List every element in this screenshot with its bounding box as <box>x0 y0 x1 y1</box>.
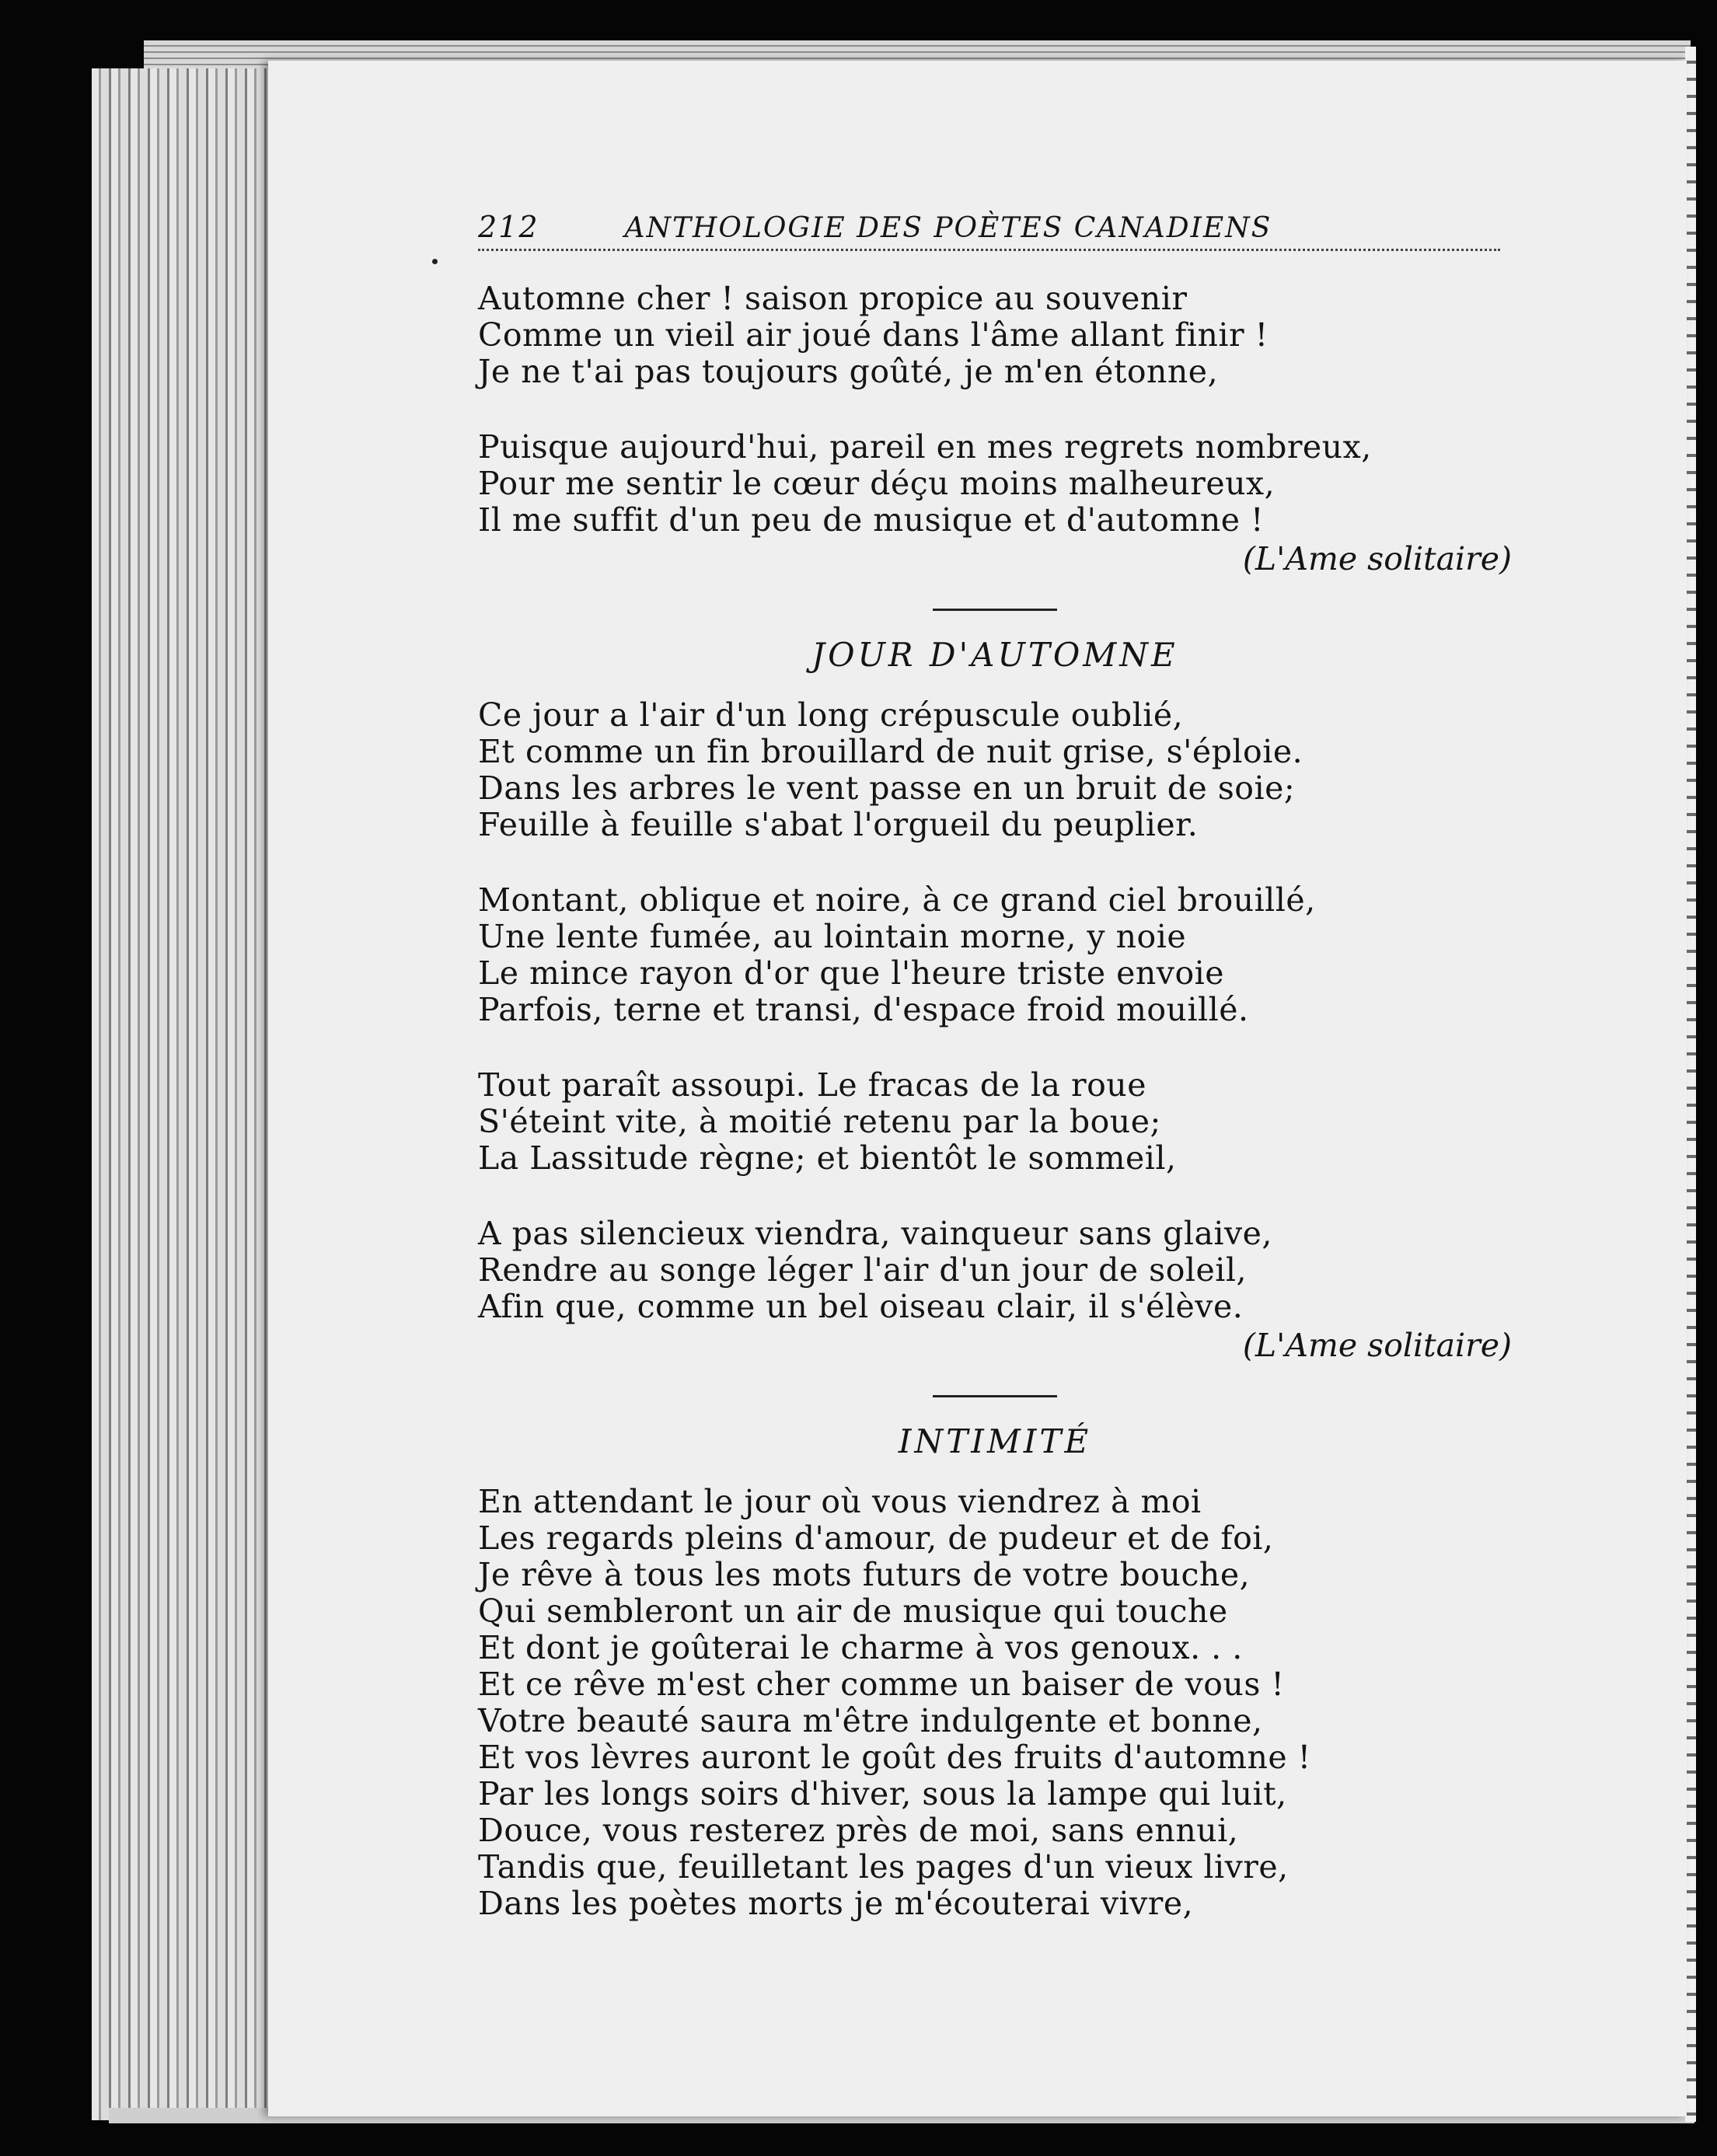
verse-line: Puisque aujourd'hui, pareil en mes regrets nombreux, <box>478 428 1372 466</box>
running-head <box>478 210 1500 251</box>
verse-line: Rendre au songe léger l'air d'un jour de soleil, <box>478 1251 1248 1289</box>
verse-line: Comme un vieil air joué dans l'âme allant finir ! <box>478 316 1269 354</box>
verse-line: Feuille à feuille s'abat l'orgueil du peuplier. <box>478 806 1199 843</box>
verse-line: Dans les poètes morts je m'écouterai vivre, <box>478 1885 1194 1922</box>
verse-line: Tandis que, feuilletant les pages d'un vieux livre, <box>478 1848 1289 1886</box>
stanza <box>478 429 1512 539</box>
stanza <box>478 882 1512 1028</box>
poem-continuation <box>478 281 1512 577</box>
verse-line: A pas silencieux viendra, vainqueur sans glaive, <box>478 1215 1272 1252</box>
verse-line: Tout paraît assoupi. Le fracas de la roue <box>478 1066 1146 1104</box>
verse-line: Par les longs soirs d'hiver, sous la lampe qui luit, <box>478 1775 1287 1812</box>
page-edge-right <box>1685 47 1696 2122</box>
verse-line: Pour me sentir le cœur déçu moins malheureux, <box>478 465 1276 502</box>
poem-title: INTIMITÉ <box>898 1422 1092 1460</box>
running-title: ANTHOLOGIE DES POÈTES CANADIENS <box>624 212 1272 244</box>
page-content <box>478 210 1512 1922</box>
verse-line: Qui sembleront un air de musique qui touche <box>478 1593 1228 1630</box>
stanza <box>478 1216 1512 1325</box>
verse-line: Montant, oblique et noire, à ce grand ciel brouillé, <box>478 881 1316 919</box>
poem-jour-d-automne <box>478 636 1512 1364</box>
verse-line: Et dont je goûterai le charme à vos genoux. . . <box>478 1629 1243 1666</box>
verse-line: Il me suffit d'un peu de musique et d'automne ! <box>478 501 1265 539</box>
verse-line: Et ce rêve m'est cher comme un baiser de vous ! <box>478 1666 1285 1703</box>
verse-line: La Lassitude règne; et bientôt le sommeil, <box>478 1139 1177 1177</box>
verse-line: Afin que, comme un bel oiseau clair, il s'élève. <box>478 1288 1244 1325</box>
verse-line: Le mince rayon d'or que l'heure triste envoie <box>478 954 1225 992</box>
verse-line: Je ne t'ai pas toujours goûté, je m'en étonne, <box>478 353 1219 390</box>
verse-line: Parfois, terne et transi, d'espace froid mouillé. <box>478 991 1249 1028</box>
verse-line: Automne cher ! saison propice au souvenir <box>478 280 1188 317</box>
poem-source: (L'Ame solitaire) <box>1242 540 1512 577</box>
poem-source: (L'Ame solitaire) <box>1242 1327 1512 1364</box>
poem-title: JOUR D'AUTOMNE <box>811 636 1178 674</box>
poem-intimite <box>478 1422 1512 1922</box>
verse-line: Les regards pleins d'amour, de pudeur et de foi, <box>478 1519 1274 1557</box>
verse-line: Et vos lèvres auront le goût des fruits d'automne ! <box>478 1739 1311 1776</box>
page-number: 212 <box>478 210 539 244</box>
stanza <box>478 1067 1512 1177</box>
stanza <box>478 697 1512 843</box>
verse-line: Je rêve à tous les mots futurs de votre bouche, <box>478 1556 1251 1593</box>
verse-line: Votre beauté saura m'être indulgente et bonne, <box>478 1702 1263 1739</box>
verse-line: En attendant le jour où vous viendrez à moi <box>478 1483 1202 1520</box>
verse-line: Une lente fumée, au lointain morne, y noie <box>478 918 1187 955</box>
stanza <box>478 281 1512 390</box>
section-divider <box>933 609 1057 611</box>
verse-line: Douce, vous resterez près de moi, sans ennui, <box>478 1812 1239 1849</box>
page-edges-left <box>92 68 286 2120</box>
verse-line: S'éteint vite, à moitié retenu par la boue; <box>478 1103 1161 1140</box>
margin-dot <box>432 259 438 264</box>
section-divider <box>933 1395 1057 1397</box>
stanza <box>478 1484 1512 1922</box>
verse-line: Ce jour a l'air d'un long crépuscule oublié, <box>478 696 1184 734</box>
verse-line: Dans les arbres le vent passe en un bruit de soie; <box>478 769 1296 807</box>
verse-line: Et comme un fin brouillard de nuit grise, s'éploie. <box>478 733 1303 770</box>
